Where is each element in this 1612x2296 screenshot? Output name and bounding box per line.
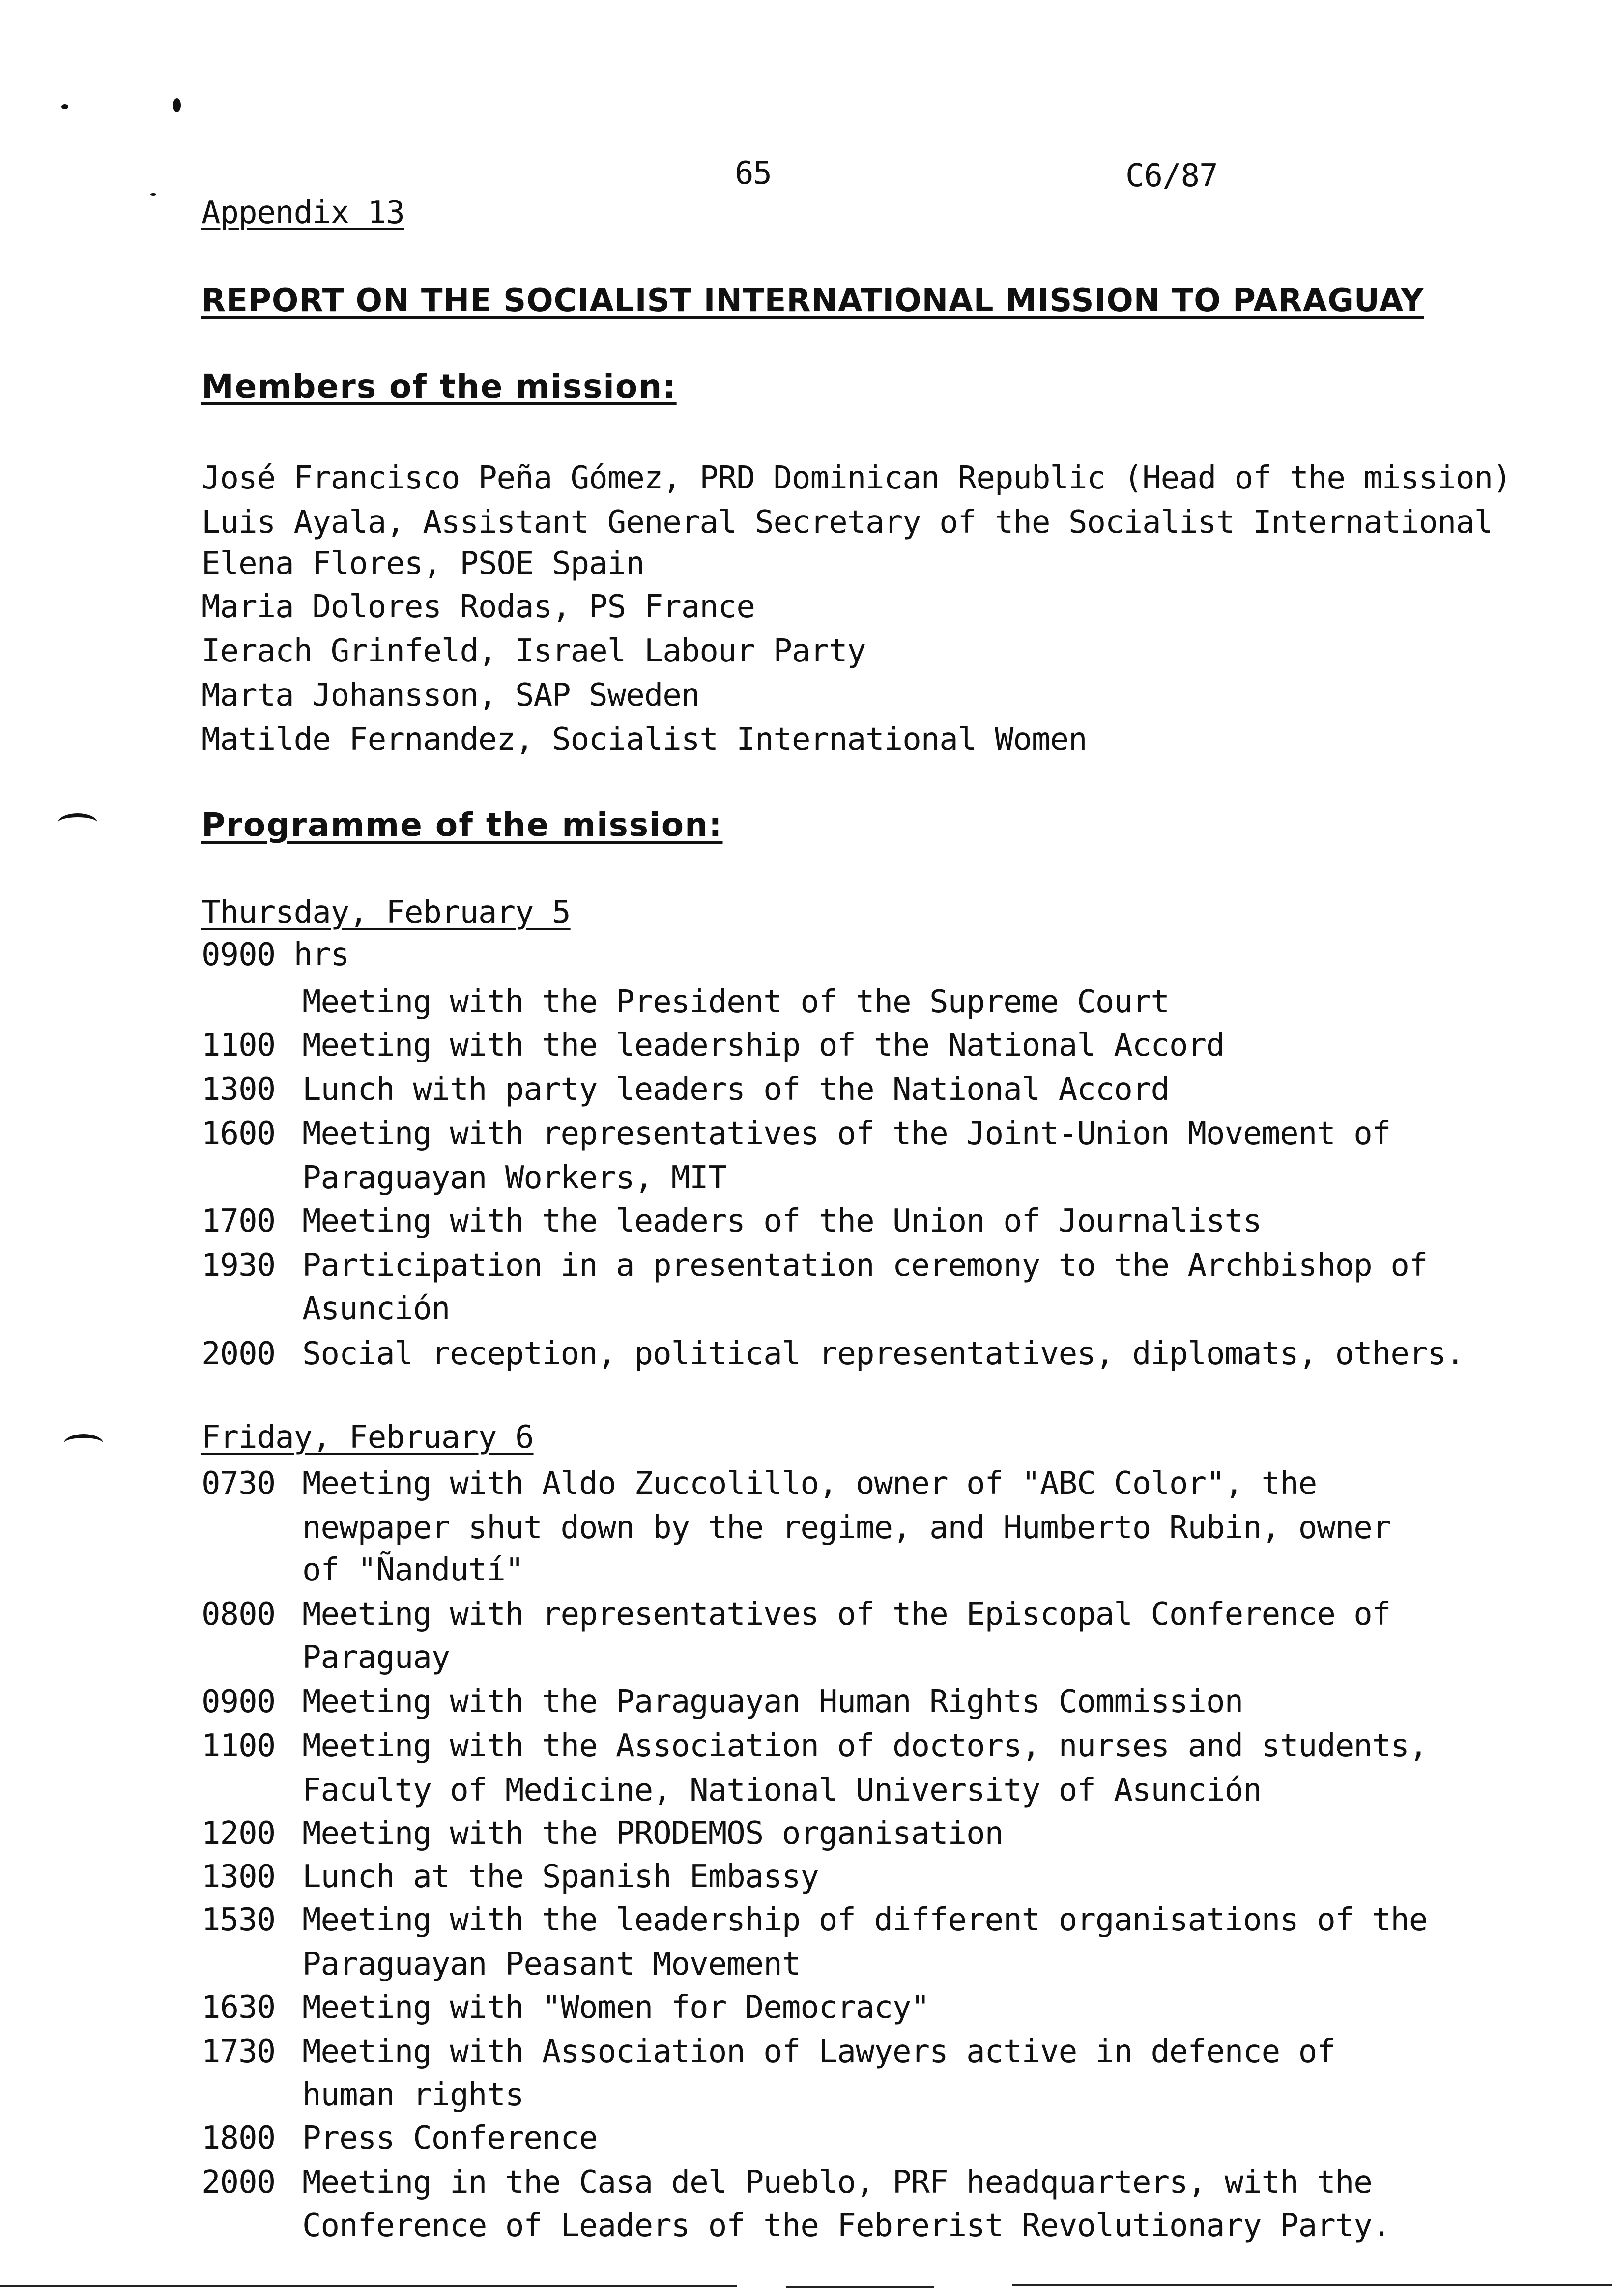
page-number: 65 [735,155,772,192]
report-title: REPORT ON THE SOCIALIST INTERNATIONAL MISSION TO PARAGUAY [202,283,1424,319]
schedule-description: Faculty of Medicine, National University of Asunción [302,1772,1262,1808]
schedule-description: Meeting with the leaders of the Union of Journalists [302,1203,1262,1239]
margin-bracket-mark [58,813,97,832]
appendix-label: Appendix 13 [202,195,404,231]
schedule-time: 2000 [202,1336,276,1372]
thursday-date: Thursday, February 5 [202,894,571,931]
scan-dot-mark [150,193,156,196]
scan-dot-mark [173,98,181,112]
document-code: C6/87 [1125,158,1218,194]
schedule-description: Meeting with the leadership of the National Accord [302,1027,1225,1063]
schedule-time: 1100 [202,1728,276,1764]
margin-bracket-mark [64,1434,103,1453]
schedule-description: Meeting with representatives of the Joint-Union Movement of [302,1116,1391,1152]
programme-heading: Programme of the mission: [202,806,723,844]
member-item: José Francisco Peña Gómez, PRD Dominican Republic (Head of the mission) [202,460,1511,496]
schedule-description: Meeting with the leadership of different organisations of the [302,1902,1428,1938]
schedule-time: 1300 [202,1071,276,1108]
member-item: Maria Dolores Rodas, PS France [202,589,755,625]
schedule-description: Meeting with the Association of doctors, nurses and students, [302,1728,1428,1764]
members-heading: Members of the mission: [202,368,677,405]
schedule-description: Meeting with Aldo Zuccolillo, owner of "ABC Color", the [302,1465,1317,1502]
schedule-description: Meeting with "Women for Democracy" [302,1989,930,2026]
schedule-time: 1930 [202,1247,276,1284]
member-item: Ierach Grinfeld, Israel Labour Party [202,633,866,669]
schedule-description: human rights [302,2077,524,2113]
schedule-time: 1530 [202,1902,276,1938]
member-item: Marta Johansson, SAP Sweden [202,677,700,714]
schedule-time: 1800 [202,2120,276,2156]
schedule-description: newpaper shut down by the regime, and Humberto Rubin, owner [302,1510,1391,1546]
scan-edge-line [0,2285,737,2287]
schedule-time: 1600 [202,1116,276,1152]
schedule-description: Lunch with party leaders of the National Accord [302,1071,1169,1108]
schedule-time: 0900 [202,1684,276,1720]
schedule-description: Press Conference [302,2120,598,2156]
schedule-time: 0900 hrs [202,937,349,973]
schedule-description: Meeting with Association of Lawyers active in defence of [302,2034,1335,2070]
schedule-description: Meeting with the PRODEMOS organisation [302,1815,1004,1852]
schedule-time: 1730 [202,2034,276,2070]
schedule-description: Paraguayan Peasant Movement [302,1946,801,1982]
schedule-time: 1100 [202,1027,276,1063]
scan-dot-mark [61,104,68,109]
schedule-time: 0730 [202,1465,276,1502]
schedule-description: Meeting in the Casa del Pueblo, PRF headquarters, with the [302,2164,1372,2201]
schedule-time: 0800 [202,1596,276,1633]
schedule-time: 1300 [202,1859,276,1895]
schedule-description: Meeting with the President of the Supreme Court [302,984,1169,1020]
member-item: Luis Ayala, Assistant General Secretary of the Socialist International [202,504,1493,541]
schedule-description: Conference of Leaders of the Febrerist Revolutionary Party. [302,2208,1391,2244]
schedule-description: Asunción [302,1291,450,1327]
schedule-description: Lunch at the Spanish Embassy [302,1859,819,1895]
schedule-description: Paraguayan Workers, MIT [302,1160,727,1196]
schedule-description: of "Ñandutí" [302,1552,524,1588]
schedule-time: 2000 [202,2164,276,2201]
schedule-description: Participation in a presentation ceremony to the Archbishop of [302,1247,1428,1284]
schedule-description: Paraguay [302,1639,450,1676]
friday-date: Friday, February 6 [202,1419,534,1456]
scan-edge-line [786,2286,934,2288]
schedule-description: Social reception, political representatives, diplomats, others. [302,1336,1465,1372]
schedule-description: Meeting with representatives of the Episcopal Conference of [302,1596,1391,1633]
schedule-time: 1200 [202,1815,276,1852]
schedule-time: 1630 [202,1989,276,2026]
member-item: Elena Flores, PSOE Spain [202,545,644,582]
schedule-time: 1700 [202,1203,276,1239]
member-item: Matilde Fernandez, Socialist International Women [202,721,1087,758]
scan-edge-line [1012,2284,1612,2286]
schedule-description: Meeting with the Paraguayan Human Rights Commission [302,1684,1243,1720]
